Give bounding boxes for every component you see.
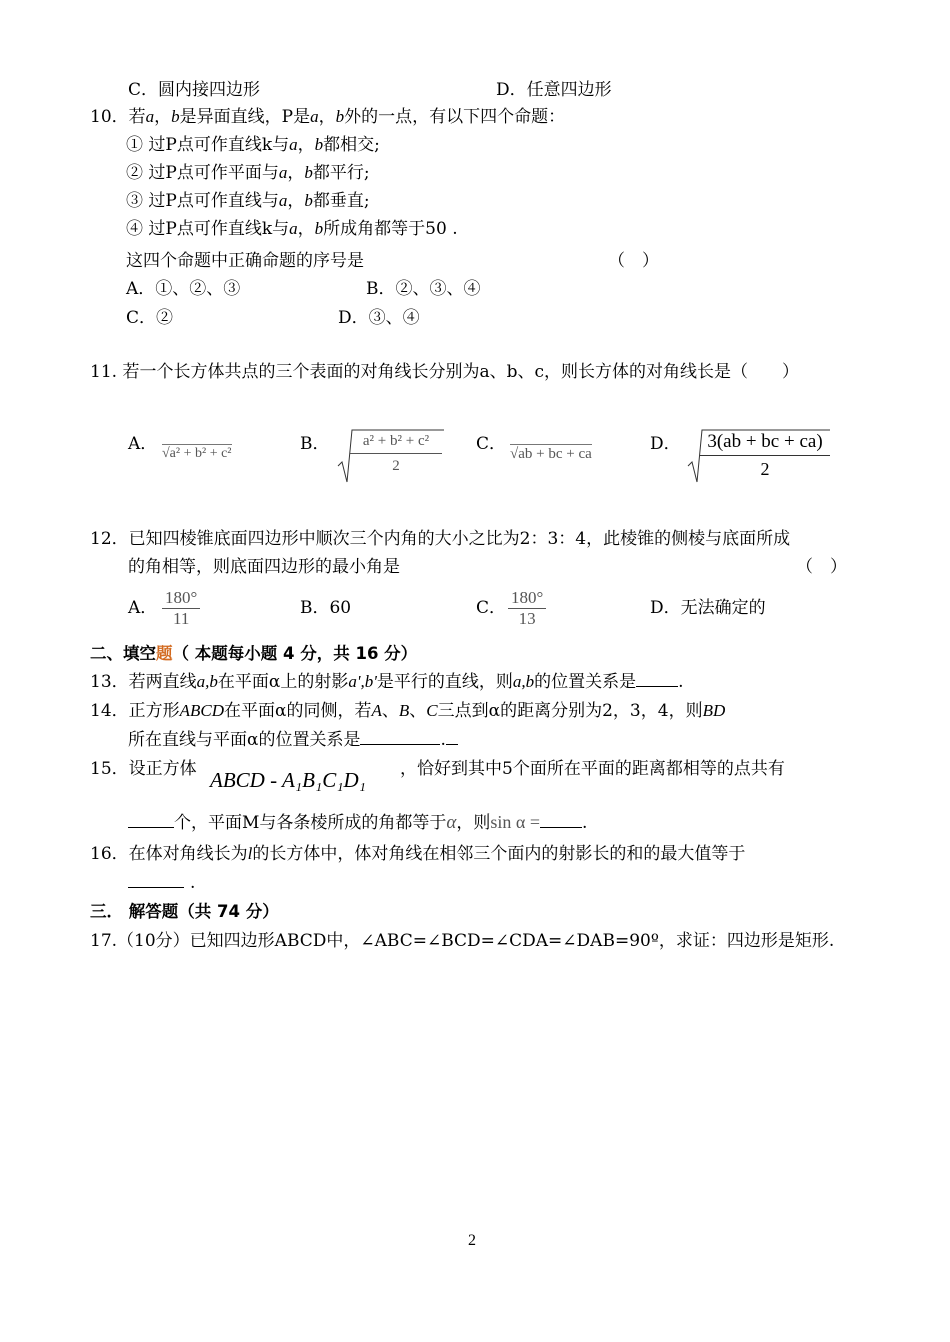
sep: ， [154, 107, 172, 127]
q10-stem [90, 105, 565, 129]
q11-b-numerator: a² + b² + c² [362, 433, 430, 449]
q11-stem: 11. 若一个长方体共点的三个表面的对角线长分别为a、b、c，则长方体的对角线长是（ ） [90, 362, 799, 382]
q15-blank-1[interactable] [128, 811, 174, 828]
q11-option-b-label: B． [300, 434, 330, 454]
q16-line1: 16．在体对角线长为l的长方体中，体对角线在相邻三个面内的射影长的和的最大值等于 [90, 844, 746, 864]
q11-option-c-label: C． [476, 434, 507, 454]
q12-stem-line1: 12．已知四棱锥底面四边形中顺次三个内角的大小之比为2：3：4，此棱锥的侧棱与底面所成 [90, 529, 791, 549]
q10-stem-text: 若 [128, 107, 146, 127]
q10-option-c: C．② [126, 308, 174, 328]
q11-option-d-label: D． [650, 434, 681, 454]
q15-formula: ABCD - A₁B₁C₁D₁ [210, 768, 366, 792]
q11-d-numerator: 3(ab + bc + ca) [707, 431, 823, 452]
q9-option-d: D．任意四边形 [496, 80, 612, 100]
q15-blank-2[interactable] [540, 811, 582, 828]
q12-answer-paren: （ ） [796, 557, 847, 577]
q10-answer-paren: （ ） [608, 251, 659, 271]
q10-item-4: ④ 过P点可作直线k与a，b所成角都等于50 . [126, 219, 458, 239]
q17: 17.（10分）已知四边形ABCD中，∠ABC=∠BCD=∠CDA=∠DAB=90º，求证：四边形是矩形. [90, 931, 835, 951]
q12-option-a: A． [128, 598, 158, 618]
q10-option-a: A．①、②、③ [126, 279, 241, 299]
q13-blank[interactable] [636, 670, 678, 687]
q14-blank[interactable] [360, 728, 440, 745]
q15-line2: 个，平面M与各条棱所成的角都等于α，则sin α = . [128, 810, 587, 835]
q14-line1: 14．正方形ABCD在平面α的同侧，若A、B、C三点到α的距离分别为2，3，4，则BD [90, 701, 726, 721]
q11-formula-a: √a² + b² + c² [162, 446, 232, 461]
q12-option-b: B．60 [300, 598, 352, 618]
section-3-title: 三． 解答题（共 74 分） [90, 902, 279, 921]
q16-blank[interactable] [128, 871, 184, 888]
q12-stem-line2: 的角相等，则底面四边形的最小角是 [128, 557, 400, 577]
q10-option-b: B．②、③、④ [366, 279, 481, 299]
q10-item-3: ③ 过P点可作直线与a，b都垂直; [126, 191, 370, 211]
q10-number: 10． [90, 107, 129, 127]
page-number: 2 [468, 1232, 476, 1249]
q10-option-d: D．③、④ [338, 308, 420, 328]
q12-option-c: C． [476, 598, 507, 618]
q10-question: 这四个命题中正确命题的序号是 [126, 251, 364, 271]
q12-option-d: D．无法确定的 [650, 598, 766, 618]
q11-formula-c: √ab + bc + ca [510, 446, 592, 462]
var-b: b [335, 107, 345, 126]
q10-item-1: ① 过P点可作直线k与a，b都相交; [126, 135, 380, 155]
q15-line1-tail: ，恰好到其中5个面所在平面的距离都相等的点共有 [400, 759, 785, 779]
q12-option-a-fraction: $\frac{180^\circ}{11}$ [162, 588, 200, 629]
q9-option-c: C．圆内接四边形 [128, 80, 261, 100]
q14-line2: 所在直线与平面α的位置关系是 . [128, 728, 458, 752]
q10-stem-text: 是异面直线，P是 [179, 107, 311, 127]
var-b: b [171, 107, 180, 126]
q11-d-denominator: 2 [760, 459, 770, 479]
q12-option-c-fraction: $\frac{180^\circ}{13}$ [508, 588, 546, 629]
q10-item-2: ② 过P点可作平面与a，b都平行; [126, 163, 370, 183]
var-a: a [145, 107, 155, 126]
section-2-title: 二、填空题（ 本题每小题 4 分，共 16 分） [90, 644, 418, 663]
q11-b-denominator: 2 [392, 458, 400, 474]
q16-line2: . [128, 871, 195, 895]
q10-stem-text: 外的一点，有以下四个命题： [344, 107, 566, 127]
q11-option-a-label: A． [128, 434, 158, 454]
sep: ， [318, 107, 336, 127]
q13: 13．若两直线a,b在平面α上的射影a',b'是平行的直线，则a,b的位置关系是 . [90, 672, 684, 692]
q15-line1: 15．设正方体 [90, 759, 197, 779]
var-a: a [310, 107, 319, 126]
